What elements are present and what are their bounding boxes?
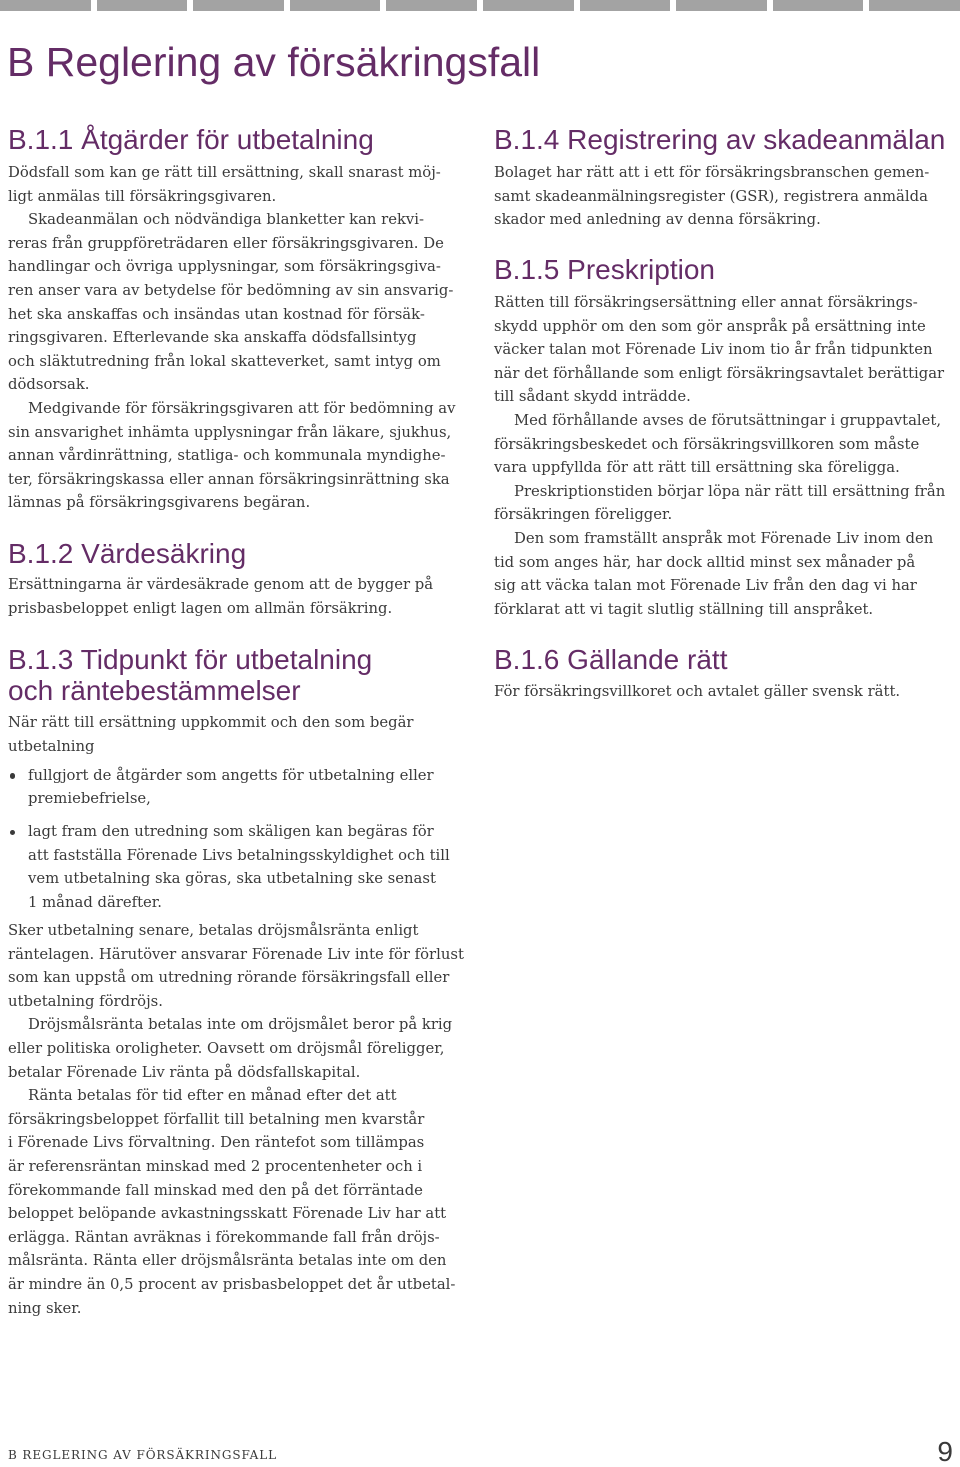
body-line: samt skadeanmälningsregister (GSR), registrera anmälda (494, 187, 928, 205)
body-line: och släktutredning från lokal skatteverket, samt intyg om (8, 352, 441, 370)
body-line: För försäkringsvillkoret och avtalet gäller svensk rätt. (494, 683, 901, 700)
body-line: ligt anmälas till försäkringsgivaren. (8, 187, 277, 205)
body-line: till sådant skydd inträdde. (494, 388, 691, 406)
section-heading-line: B.1.3 Tidpunkt för utbetalning (8, 644, 373, 675)
body-line: försäkringsbeskedet och försäkringsvillkoren som måste (494, 435, 920, 453)
paragraph (494, 409, 956, 480)
section-body (8, 711, 483, 1320)
body-line: förekommande fall minskad med den på det förräntade (8, 1181, 423, 1199)
body-line: att fastställa Förenade Livs betalningsskyldighet och till (28, 846, 450, 864)
paragraph (494, 527, 956, 621)
body-line: förklarat att vi tagit slutlig ställning till anspråket. (494, 600, 874, 618)
footer-running-title: B REGLERING AV FÖRSÄKRINGSFALL (8, 1448, 277, 1462)
body-line: prisbasbeloppet enligt lagen om allmän försäkring. (8, 599, 393, 617)
bullet-marker (10, 773, 16, 779)
body-line: försäkringen föreligger. (494, 506, 673, 524)
section-heading: B.1.1 Åtgärder för utbetalning (8, 124, 374, 155)
body-line: skydd upphör om den som gör anspråk på ersättning inte (494, 317, 926, 335)
body-line: utbetalning (8, 737, 95, 755)
paragraph (8, 161, 483, 208)
body-line: är referensräntan minskad med 2 procentenheter och i (8, 1157, 423, 1175)
body-line: ringsgivaren. Efterlevande ska anskaffa dödsfallsintyg (8, 329, 417, 347)
section-heading: B.1.4 Registrering av skadeanmälan (494, 124, 946, 155)
top-bar-segment (483, 0, 574, 11)
page-number: 9 (937, 1436, 953, 1467)
body-line: annan vårdinrättning, statliga- och kommunala myndighe- (8, 447, 446, 465)
body-line: när det förhållande som enligt försäkringsavtalet berättigar (494, 364, 945, 382)
body-line: erlägga. Räntan avräknas i förekommande fall från dröjs- (8, 1228, 440, 1246)
body-line: ter, försäkringskassa eller annan försäkringsinrättning ska (8, 470, 450, 488)
paragraph (8, 1084, 483, 1320)
top-bar-segment (97, 0, 188, 11)
body-line: Ränta betalas för tid efter en månad efter det att (28, 1087, 397, 1105)
section-body (494, 161, 956, 232)
paragraph (8, 1013, 483, 1084)
body-line: handlingar och övriga upplysningar, som försäkringsgiva- (8, 258, 441, 276)
list-item (8, 764, 483, 811)
paragraph (8, 397, 483, 515)
paragraph (8, 919, 483, 1013)
body-line: räntelagen. Härutöver ansvarar Förenade Liv inte för förlust (8, 945, 464, 963)
body-line: Ersättningarna är värdesäkrade genom att de bygger på (8, 576, 434, 593)
top-bar-segment (580, 0, 671, 11)
body-line: vara uppfyllda för att rätt till ersättning ska föreligga. (494, 459, 900, 477)
body-line: Dödsfall som kan ge rätt till ersättning, skall snarast möj- (8, 164, 441, 181)
body-line: skador med anledning av denna försäkring. (494, 211, 821, 229)
body-line: premiebefrielse, (28, 790, 151, 808)
top-bar-segment (773, 0, 864, 11)
body-line: ning sker. (8, 1299, 82, 1317)
section-heading: B.1.2 Värdesäkring (8, 538, 247, 569)
body-line: reras från gruppföreträdaren eller försäkringsgivaren. De (8, 234, 444, 252)
section-body (494, 291, 956, 621)
body-line: Sker utbetalning senare, betalas dröjsmålsränta enligt (8, 922, 419, 940)
paragraph (494, 480, 956, 527)
top-bar-segment (0, 0, 91, 11)
paragraph (8, 573, 483, 620)
bullet-marker (10, 830, 16, 836)
top-bar-segment (386, 0, 477, 11)
body-line: het ska anskaffas och insändas utan kostnad för försäk- (8, 305, 425, 323)
body-line: Skadeanmälan och nödvändiga blanketter kan rekvi- (28, 211, 425, 229)
body-line: lagt fram den utredning som skäligen kan begäras för (28, 823, 434, 841)
body-line: väcker talan mot Förenade Liv inom tio år från tidpunkten (494, 341, 933, 359)
page-title: B Reglering av försäkringsfall (7, 39, 541, 85)
body-line: När rätt till ersättning uppkommit och den som begär (8, 714, 414, 731)
body-line: Rätten till försäkringsersättning eller annat försäkrings- (494, 294, 918, 311)
paragraph (494, 291, 956, 409)
paragraph (8, 711, 483, 758)
bullet-list (8, 764, 483, 915)
body-line: fullgjort de åtgärder som angetts för utbetalning eller (28, 766, 434, 784)
body-line: betalar Förenade Liv ränta på dödsfallskapital. (8, 1063, 361, 1081)
paragraph (494, 161, 956, 232)
body-line: sig att väcka talan mot Förenade Liv från den dag vi har (494, 577, 917, 595)
body-line: dödsorsak. (8, 376, 90, 394)
body-line: i Förenade Livs förvaltning. Den räntefot som tillämpas (8, 1134, 425, 1152)
body-line: Den som framställt anspråk mot Förenade Liv inom den (514, 529, 934, 547)
body-line: vem utbetalning ska göras, ska utbetalning ske senast (28, 870, 436, 888)
section-heading-line: och räntebestämmelser (8, 675, 301, 706)
section-body (8, 161, 483, 515)
list-item (8, 820, 483, 914)
body-line: lämnas på försäkringsgivarens begäran. (8, 494, 311, 512)
body-line: tid som anges här, har dock alltid minst sex månader på (494, 553, 916, 571)
section-heading: B.1.5 Preskription (494, 254, 715, 285)
body-line: ren anser vara av betydelse för bedömning av sin ansvarig- (8, 281, 454, 299)
body-line: är mindre än 0,5 procent av prisbasbeloppet det år utbetal- (8, 1275, 456, 1293)
body-line: sin ansvarighet inhämta upplysningar från läkare, sjukhus, (8, 423, 452, 441)
body-line: Preskriptionstiden börjar löpa när rätt till ersättning från (514, 482, 946, 500)
paragraph (494, 680, 956, 704)
paragraph (8, 208, 483, 397)
body-line: utbetalning fördröjs. (8, 992, 163, 1010)
top-bar-segment (676, 0, 767, 11)
body-line: Bolaget har rätt att i ett för försäkringsbranschen gemen- (494, 164, 930, 181)
body-line: Dröjsmålsränta betalas inte om dröjsmålet beror på krig (28, 1016, 453, 1034)
section-heading (8, 644, 372, 706)
body-line: eller politiska oroligheter. Oavsett om dröjsmål föreligger, (8, 1040, 445, 1057)
top-decorative-bar (0, 0, 960, 11)
section-heading: B.1.6 Gällande rätt (494, 644, 728, 675)
body-line: Medgivande för försäkringsgivaren att för bedömning av (28, 399, 456, 417)
body-line: Med förhållande avses de förutsättningar i gruppavtalet, (514, 411, 942, 429)
body-line: målsränta. Ränta eller dröjsmålsränta betalas inte om den (8, 1252, 447, 1270)
body-line: 1 månad därefter. (28, 893, 162, 911)
top-bar-segment (290, 0, 381, 11)
body-line: beloppet belöpande avkastningsskatt Förenade Liv har att (8, 1205, 447, 1223)
body-line: som kan uppstå om utredning rörande försäkringsfall eller (8, 969, 450, 987)
top-bar-segment (193, 0, 284, 11)
top-bar-segment (869, 0, 960, 11)
body-line: försäkringsbeloppet förfallit till betalning men kvarstår (8, 1110, 425, 1128)
section-body (494, 680, 956, 704)
section-body (8, 573, 483, 620)
